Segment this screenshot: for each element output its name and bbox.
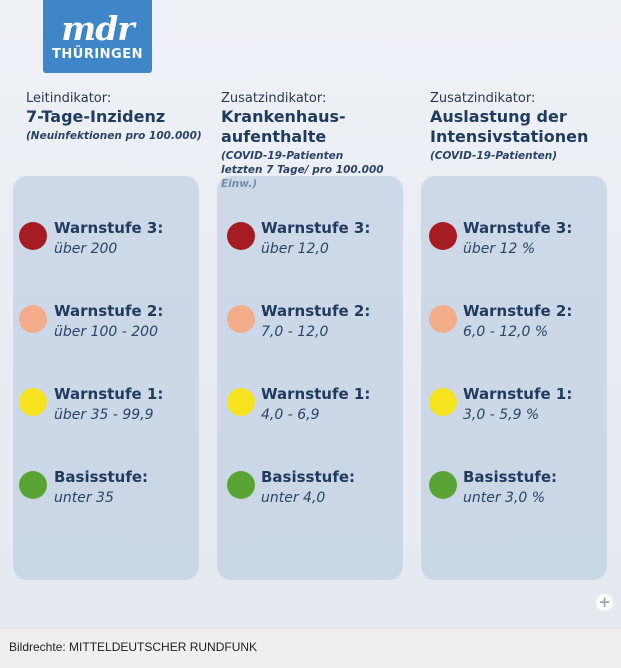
column-subtitle: (COVID-19-Patienten <box>221 150 344 162</box>
level-value: 6,0 - 12,0 % <box>463 324 549 340</box>
level-label: Warnstufe 2: <box>261 302 371 320</box>
mdr-thueringen-logo <box>43 0 152 73</box>
level-dot <box>227 388 255 416</box>
level-label: Warnstufe 2: <box>463 302 573 320</box>
column-kicker: Leitindikator: <box>26 91 112 106</box>
column-subtitle-line-2: letzten 7 Tage/ pro 100.000 <box>221 164 384 176</box>
level-label: Warnstufe 1: <box>54 385 164 403</box>
level-dot <box>19 222 47 250</box>
warnstufen-card-3 <box>421 176 607 580</box>
level-value: über 12,0 <box>261 241 329 257</box>
level-label: Warnstufe 1: <box>463 385 573 403</box>
level-dot <box>227 305 255 333</box>
level-value: 3,0 - 5,9 % <box>463 407 540 423</box>
column-title: Auslastung der <box>430 107 567 126</box>
column-heading-3 <box>430 91 615 163</box>
level-label: Warnstufe 3: <box>463 219 573 237</box>
level-dot <box>227 471 255 499</box>
image-credit-bar <box>0 628 621 668</box>
image-credit: Bildrechte: MITTELDEUTSCHER RUNDFUNK <box>9 640 258 654</box>
level-label: Warnstufe 2: <box>54 302 164 320</box>
column-title: Krankenhaus- <box>221 107 346 126</box>
level-dot <box>227 222 255 250</box>
level-label: Basisstufe: <box>261 468 356 486</box>
level-row <box>217 220 403 270</box>
level-dot <box>429 388 457 416</box>
plus-icon[interactable]: + <box>596 594 613 611</box>
level-value: über 200 <box>54 241 118 257</box>
level-value: unter 4,0 <box>261 490 326 506</box>
level-row <box>217 303 403 353</box>
level-dot <box>19 471 47 499</box>
level-value: 4,0 - 6,9 <box>261 407 320 423</box>
level-row <box>217 386 403 436</box>
level-dot <box>429 305 457 333</box>
column-title-line-2: aufenthalte <box>221 127 327 146</box>
warnstufen-card-2 <box>217 176 403 580</box>
level-row <box>421 386 607 436</box>
level-value: über 12 % <box>463 241 536 257</box>
level-value: über 35 - 99,9 <box>54 407 154 423</box>
level-value: unter 3,0 % <box>463 490 546 506</box>
level-row <box>13 469 199 519</box>
column-kicker: Zusatzindikator: <box>430 91 536 106</box>
level-dot <box>429 471 457 499</box>
column-heading-1 <box>26 91 216 143</box>
level-value: über 100 - 200 <box>54 324 158 340</box>
level-dot <box>19 305 47 333</box>
column-title-line-2: Intensivstationen <box>430 127 589 146</box>
level-row <box>421 303 607 353</box>
level-value: unter 35 <box>54 490 114 506</box>
column-title: 7-Tage-Inzidenz <box>26 107 166 126</box>
warnstufen-card-1 <box>13 176 199 580</box>
level-row <box>13 220 199 270</box>
level-row <box>217 469 403 519</box>
level-dot <box>429 222 457 250</box>
level-label: Warnstufe 3: <box>261 219 371 237</box>
column-kicker: Zusatzindikator: <box>221 91 327 106</box>
level-label: Basisstufe: <box>463 468 558 486</box>
logo-mark: mdr <box>61 9 134 48</box>
level-label: Warnstufe 3: <box>54 219 164 237</box>
level-label: Basisstufe: <box>54 468 149 486</box>
column-subtitle: (COVID-19-Patienten) <box>430 150 558 162</box>
level-row <box>421 469 607 519</box>
column-subtitle: (Neuinfektionen pro 100.000) <box>26 130 202 142</box>
level-row <box>13 303 199 353</box>
level-dot <box>19 388 47 416</box>
level-label: Warnstufe 1: <box>261 385 371 403</box>
level-row <box>13 386 199 436</box>
level-row <box>421 220 607 270</box>
logo-sub: THÜRINGEN <box>52 47 143 62</box>
level-value: 7,0 - 12,0 <box>261 324 329 340</box>
